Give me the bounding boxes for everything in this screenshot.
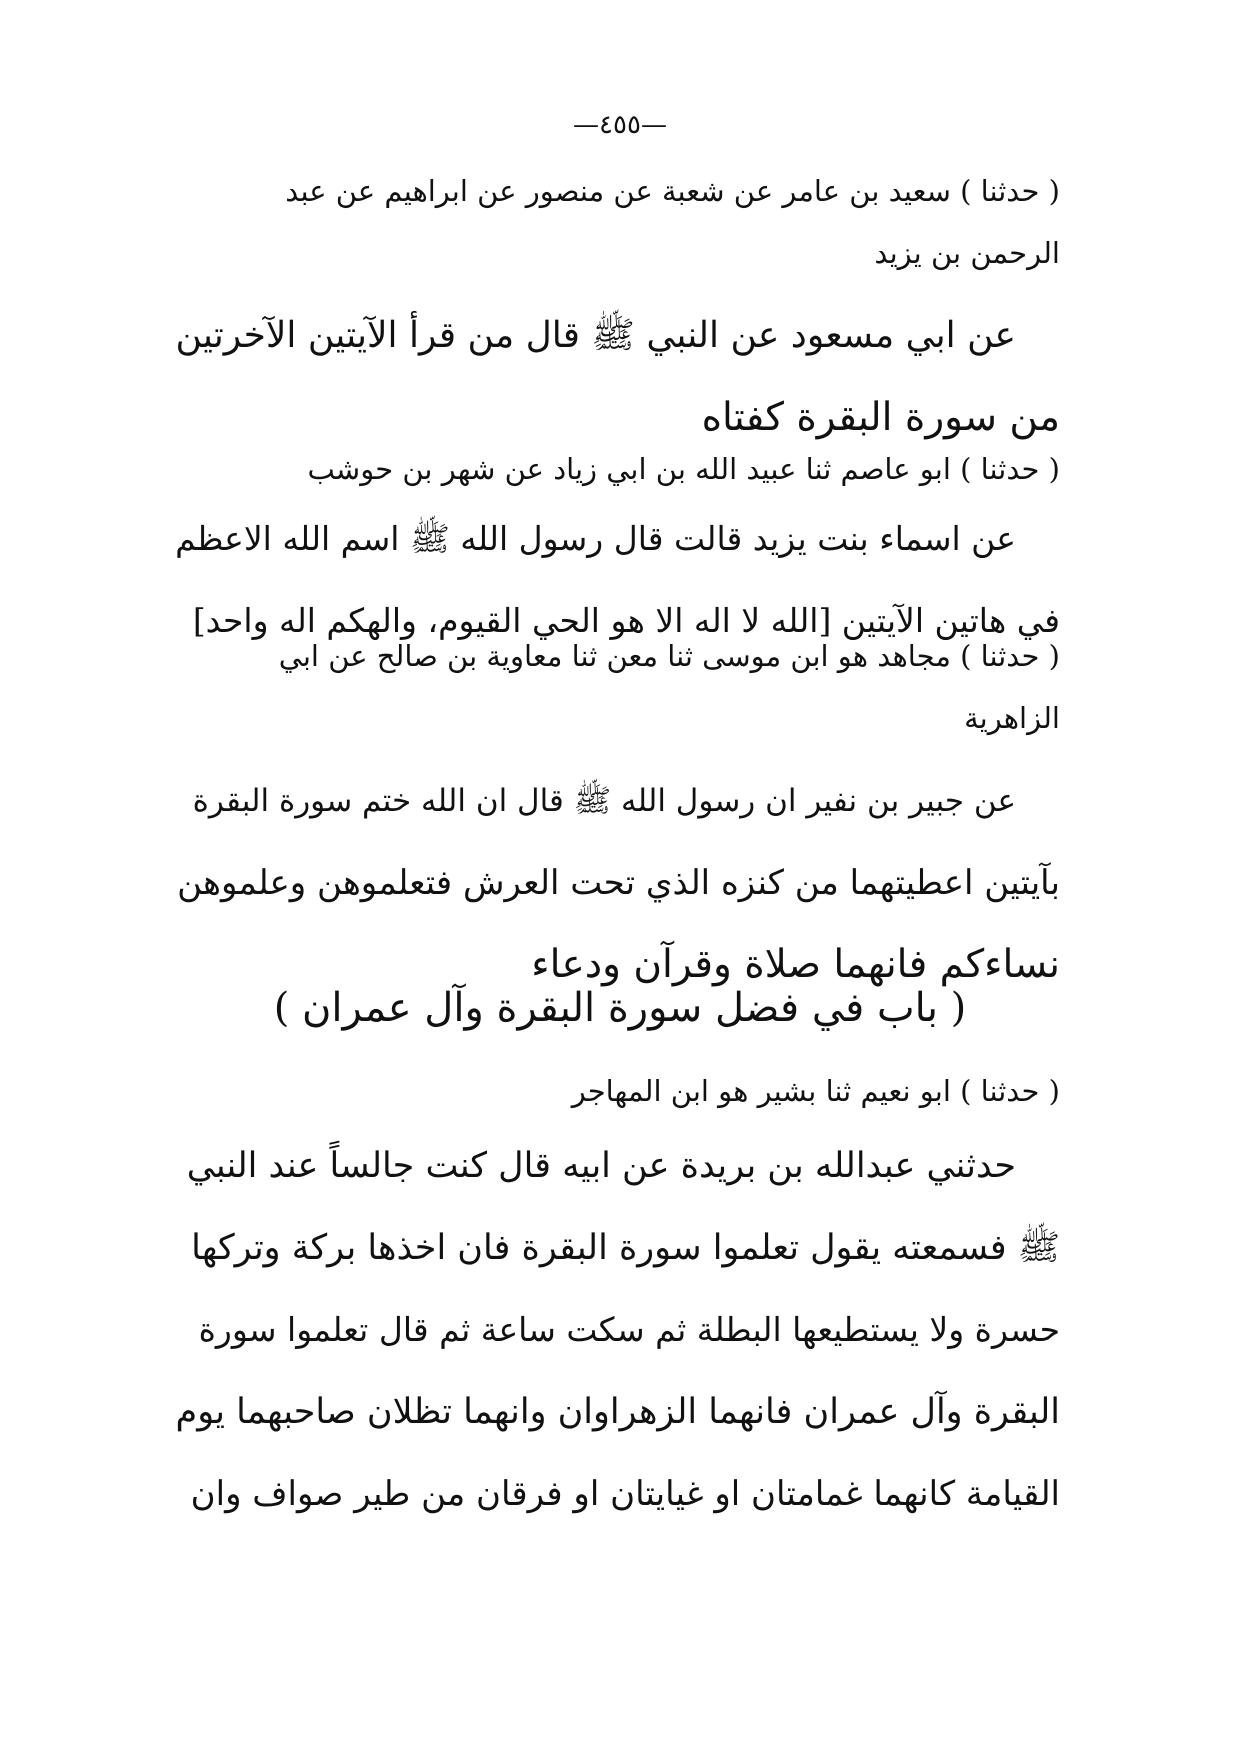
text-line: القيامة كانهما غمامتان او غيايتان او فرقان من طير صواف وان — [190, 1474, 1060, 1514]
text-line: ( حدثنا ) سعيد بن عامر عن شعبة عن منصور عن ابراهيم عن عبد — [285, 174, 1060, 208]
text-line: ( حدثنا ) ابو عاصم ثنا عبيد الله بن ابي زياد عن شهر بن حوشب — [307, 452, 1060, 486]
hadith-text-block — [175, 295, 1060, 459]
text-line: حسرة ولا يستطيعها البطلة ثم سكت ساعة ثم قال تعلموا سورة — [198, 1310, 1060, 1349]
text-line: من سورة البقرة كفتاه — [701, 395, 1060, 440]
text-line: عن ابي مسعود عن النبي ﷺ قال من قرأ الآيتين الآخرتين — [175, 315, 1016, 356]
hadith-text-block — [175, 1125, 1060, 1535]
hadith-text-block — [175, 760, 1060, 1006]
text-line: ﷺ فسمعته يقول تعلموا سورة البقرة فان اخذها بركة وتركها — [191, 1228, 1060, 1268]
chapter-heading — [0, 985, 1240, 1031]
text-line: بآيتين اعطيتهما من كنزه الذي تحت العرش فتعلموهن وعلموهن — [177, 863, 1060, 903]
page-number: —٤٥٥— — [573, 110, 667, 140]
text-line: نساءكم فانهما صلاة وقرآن ودعاء — [531, 942, 1060, 987]
isnad-block — [175, 438, 1060, 500]
text-line: عن اسماء بنت يزيد قالت قال رسول الله ﷺ اسم الله الاعظم — [175, 519, 1016, 558]
isnad-block — [175, 1060, 1060, 1122]
text-line: ( حدثنا ) ابو نعيم ثنا بشير هو ابن المهاجر — [571, 1074, 1060, 1108]
text-line: ( حدثنا ) مجاهد هو ابن موسى ثنا معن ثنا معاوية بن صالح عن ابي — [278, 639, 1060, 673]
text-line: في هاتين الآيتين [الله لا اله الا هو الحي القيوم، والهكم اله واحد] — [192, 601, 1060, 640]
text-line: عن جبير بن نفير ان رسول الله ﷺ قال ان الله ختم سورة البقرة — [192, 783, 1016, 819]
text-line: البقرة وآل عمران فانهما الزهراوان وانهما تظلان صاحبهما يوم — [175, 1392, 1060, 1432]
heading-text: ( باب في فضل سورة البقرة وآل عمران ) — [273, 985, 967, 1031]
text-line: حدثني عبدالله بن بريدة عن ابيه قال كنت جالساً عند النبي — [186, 1146, 1016, 1186]
isnad-block — [175, 160, 1060, 284]
text-line: الزاهرية — [964, 701, 1060, 735]
isnad-block — [175, 625, 1060, 749]
text-line: الرحمن بن يزيد — [874, 236, 1060, 270]
